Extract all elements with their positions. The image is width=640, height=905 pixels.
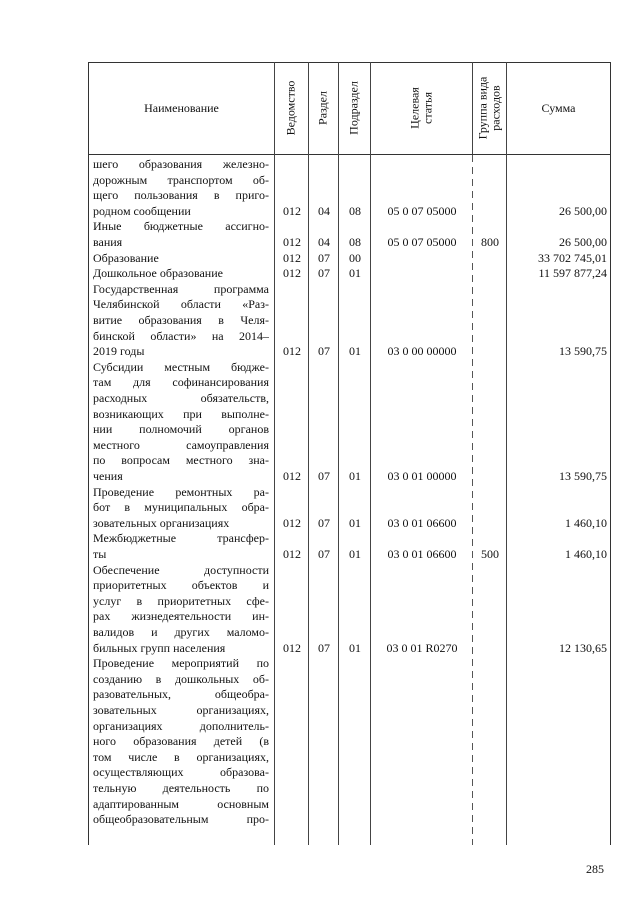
summa-cell: 1 460,10 [565, 547, 607, 561]
name-text-line: бильных групп населения [93, 640, 226, 655]
col-divider [308, 62, 309, 845]
razdel-cell: 07 [318, 547, 330, 561]
table-top-border [89, 62, 610, 63]
celevaya-statya-cell: 03 0 01 R0270 [386, 640, 458, 655]
name-text-line: дорожным транспортом об- [93, 172, 269, 187]
name-text-line: осуществляющих образова- [93, 765, 269, 780]
vedomstvo-cell: 012 [283, 203, 301, 218]
header-vedomstvo: Ведомство [283, 80, 298, 136]
podrazdel-cell: 01 [349, 344, 361, 359]
name-text-line: чения [93, 469, 123, 483]
summa-cell: 13 590,75 [559, 344, 607, 359]
name-text-line: услуг в приоритетных сфе- [93, 593, 269, 608]
name-text-line: приоритетных объектов и [93, 578, 269, 593]
summa-cell: 12 130,65 [559, 640, 607, 655]
summa-cell: 11 597 877,24 [538, 266, 607, 281]
podrazdel-cell: 00 [349, 250, 361, 265]
razdel-cell: 04 [318, 203, 330, 218]
name-text-line: Проведение мероприятий по [93, 656, 269, 671]
summa-cell: 13 590,75 [559, 469, 607, 483]
name-text-line: местного самоуправления [93, 437, 269, 452]
celevaya-statya-cell: 03 0 01 00000 [387, 469, 457, 483]
col-divider [472, 62, 473, 154]
name-text-line: созданию в дошкольных об- [93, 671, 269, 686]
name-text-line: Государственная программа [93, 281, 269, 296]
name-text-line: Челябинской области «Раз- [93, 297, 269, 312]
summa-cell: 33 702 745,01 [538, 250, 607, 265]
name-text-line: рах жизнедеятельности ин- [93, 609, 269, 624]
vedomstvo-cell: 012 [283, 547, 301, 561]
name-text-line: адаптированным основным [93, 796, 269, 811]
gruppa-vida-cell [473, 641, 507, 657]
summa-cell: 26 500,00 [559, 203, 607, 218]
name-text-line: Иные бюджетные ассигно- [93, 219, 269, 234]
gruppa-vida-cell [473, 266, 507, 282]
celevaya-statya-cell: 03 0 01 06600 [387, 515, 457, 530]
page-number: 285 [586, 862, 604, 876]
gruppa-vida-cell [473, 204, 507, 220]
name-text-line: зовательных организациях [93, 515, 230, 530]
podrazdel-cell: 01 [349, 266, 361, 281]
col-divider [506, 62, 507, 845]
podrazdel-cell: 01 [349, 515, 361, 530]
razdel-cell: 07 [318, 469, 330, 483]
header-gruppa-vida-raskhodov: Группа вида расходов [475, 76, 502, 140]
name-text-line: ного образования детей (в [93, 734, 269, 749]
name-text-line: том числе в организациях, [93, 749, 269, 764]
celevaya-statya-cell: 05 0 07 05000 [387, 203, 457, 218]
celevaya-statya-cell: 03 0 00 00000 [387, 344, 457, 359]
razdel-cell: 07 [318, 640, 330, 655]
name-text-line: родном сообщении [93, 203, 191, 218]
col-divider [338, 62, 339, 845]
celevaya-statya-cell [371, 266, 473, 282]
header-name: Наименование [144, 101, 219, 115]
name-text-line: разовательных, общеобра- [93, 687, 269, 702]
name-text-line: Обеспечение доступности [93, 562, 269, 577]
razdel-cell: 07 [318, 344, 330, 359]
gruppa-vida-cell [473, 344, 507, 360]
podrazdel-cell: 08 [349, 235, 361, 249]
col-divider [274, 62, 275, 845]
vedomstvo-cell: 012 [283, 266, 301, 281]
celevaya-statya-cell: 03 0 01 06600 [387, 547, 457, 561]
celevaya-statya-cell: 05 0 07 05000 [387, 235, 457, 249]
name-text-line: витие образования в Челя- [93, 313, 269, 327]
header-celevaya-statya: Целевая статья [407, 87, 434, 129]
name-text-line: расходных обязательств, [93, 391, 269, 405]
name-text-line: вания [93, 235, 123, 249]
podrazdel-cell: 01 [349, 640, 361, 655]
name-text-line: общеобразовательным про- [93, 812, 269, 827]
name-text-line: возникающих при выполне- [93, 406, 269, 421]
name-text-line: Образование [93, 250, 159, 265]
razdel-cell: 04 [318, 235, 330, 249]
summa-cell: 26 500,00 [559, 235, 607, 249]
gruppa-vida-cell: 800 [481, 235, 499, 249]
name-text-line: Проведение ремонтных ра- [93, 484, 269, 499]
gruppa-vida-cell [473, 516, 507, 532]
razdel-cell: 07 [318, 250, 330, 265]
vedomstvo-cell: 012 [283, 469, 301, 483]
name-text-line: нии полномочий органов [93, 422, 269, 437]
razdel-cell: 07 [318, 266, 330, 281]
vedomstvo-cell: 012 [283, 515, 301, 530]
name-text-line: бот в муниципальных обра- [93, 500, 269, 515]
name-text-line: организациях дополнитель- [93, 718, 269, 733]
header-razdel: Раздел [315, 91, 330, 125]
vedomstvo-cell: 012 [283, 640, 301, 655]
name-text-line: щего пользования в приго- [93, 188, 269, 203]
name-text-line: 2019 годы [93, 344, 145, 359]
razdel-cell: 07 [318, 515, 330, 530]
header-summa: Сумма [541, 101, 576, 115]
vedomstvo-cell: 012 [283, 250, 301, 265]
name-text-line: зовательных организациях, [93, 703, 269, 717]
header-podrazdel: Подраздел [346, 81, 361, 135]
gruppa-vida-cell: 500 [481, 547, 499, 561]
col-divider [370, 62, 371, 845]
name-text-line: Межбюджетные трансфер- [93, 531, 269, 546]
name-text-line: тельную деятельность по [93, 781, 269, 795]
name-text-line: валидов и других маломо- [93, 625, 269, 639]
name-text-line: бинской области» на 2014– [93, 328, 269, 343]
podrazdel-cell: 01 [349, 469, 361, 483]
name-text-line: там для софинансирования [93, 375, 269, 390]
header-bottom-border [89, 154, 610, 155]
vedomstvo-cell: 012 [283, 344, 301, 359]
gruppa-vida-cell [473, 251, 507, 267]
summa-cell: 1 460,10 [565, 515, 607, 530]
name-text-line: шего образования железно- [93, 157, 269, 171]
gruppa-vida-cell [473, 469, 507, 485]
name-text-line: Дошкольное образование [93, 266, 223, 281]
name-text-line: Субсидии местным бюдже- [93, 359, 269, 374]
celevaya-statya-cell [371, 251, 473, 267]
vedomstvo-cell: 012 [283, 235, 301, 249]
name-text-line: по вопросам местного зна- [93, 453, 269, 468]
podrazdel-cell: 08 [349, 203, 361, 218]
budget-table [88, 62, 611, 845]
name-text-line: ты [93, 547, 107, 561]
podrazdel-cell: 01 [349, 547, 361, 561]
